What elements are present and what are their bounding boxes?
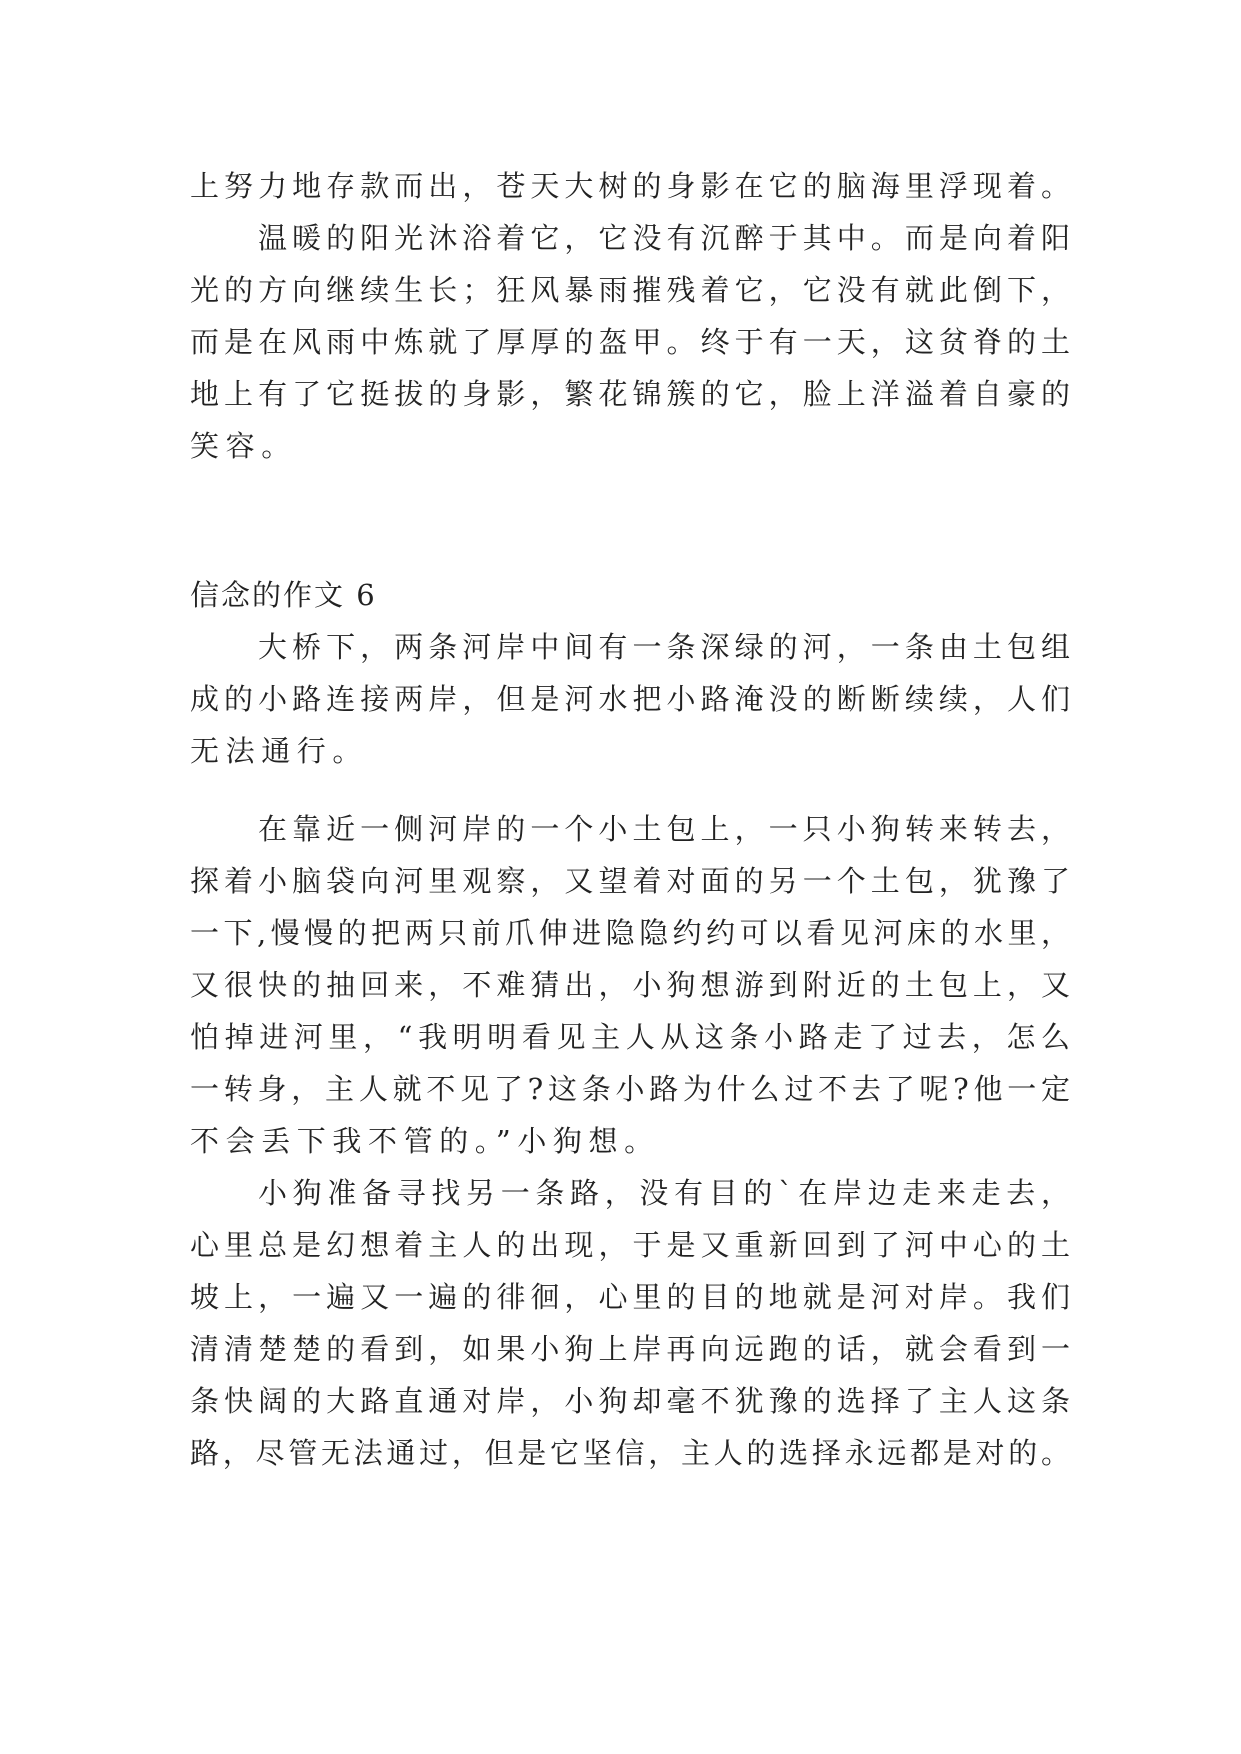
text-line: 无法通行。 xyxy=(190,734,369,768)
text-line: 上努力地存款而出，苍天大树的身影在它的脑海里浮现着。 xyxy=(190,169,1070,203)
text-line: 在靠近一侧河岸的一个小土包上，一只小狗转来转去， xyxy=(258,812,1070,846)
text-line: 温暖的阳光沐浴着它，它没有沉醉于其中。而是向着阳 xyxy=(258,221,1070,255)
text-line: 一转身，主人就不见了?这条小路为什么过不去了呢?他一定 xyxy=(190,1072,1070,1106)
text-line: 探着小脑袋向河里观察，又望着对面的另一个土包，犹豫了 xyxy=(190,864,1070,898)
text-line: 光的方向继续生长；狂风暴雨摧残着它，它没有就此倒下， xyxy=(190,273,1070,307)
text-line: 坡上，一遍又一遍的徘徊，心里的目的地就是河对岸。我们 xyxy=(190,1280,1070,1314)
text-line: 大桥下，两条河岸中间有一条深绿的河，一条由土包组 xyxy=(258,630,1070,664)
text-line: 不会丢下我不管的。”小狗想。 xyxy=(190,1124,660,1158)
text-line: 清清楚楚的看到，如果小狗上岸再向远跑的话，就会看到一 xyxy=(190,1332,1070,1366)
text-line: 一下,慢慢的把两只前爪伸进隐隐约约可以看见河床的水里， xyxy=(190,916,1070,950)
text-line: 笑容。 xyxy=(190,429,297,463)
text-line: 成的小路连接两岸，但是河水把小路淹没的断断续续，人们 xyxy=(190,682,1070,716)
text-line: 路，尽管无法通过，但是它坚信，主人的选择永远都是对的。 xyxy=(190,1436,1070,1470)
text-line: 心里总是幻想着主人的出现，于是又重新回到了河中心的土 xyxy=(190,1228,1070,1262)
text-line: 条快阔的大路直通对岸，小狗却毫不犹豫的选择了主人这条 xyxy=(190,1384,1070,1418)
text-line: 又很快的抽回来，不难猜出，小狗想游到附近的土包上，又 xyxy=(190,968,1070,1002)
section-heading: 信念的作文 6 xyxy=(190,578,377,612)
text-line: 地上有了它挺拔的身影，繁花锦簇的它，脸上洋溢着自豪的 xyxy=(190,377,1070,411)
text-line: 怕掉进河里，“我明明看见主人从这条小路走了过去，怎么 xyxy=(190,1020,1070,1054)
text-line: 而是在风雨中炼就了厚厚的盔甲。终于有一天，这贫脊的土 xyxy=(190,325,1070,359)
text-line: 小狗准备寻找另一条路，没有目的`在岸边走来走去， xyxy=(258,1176,1070,1210)
